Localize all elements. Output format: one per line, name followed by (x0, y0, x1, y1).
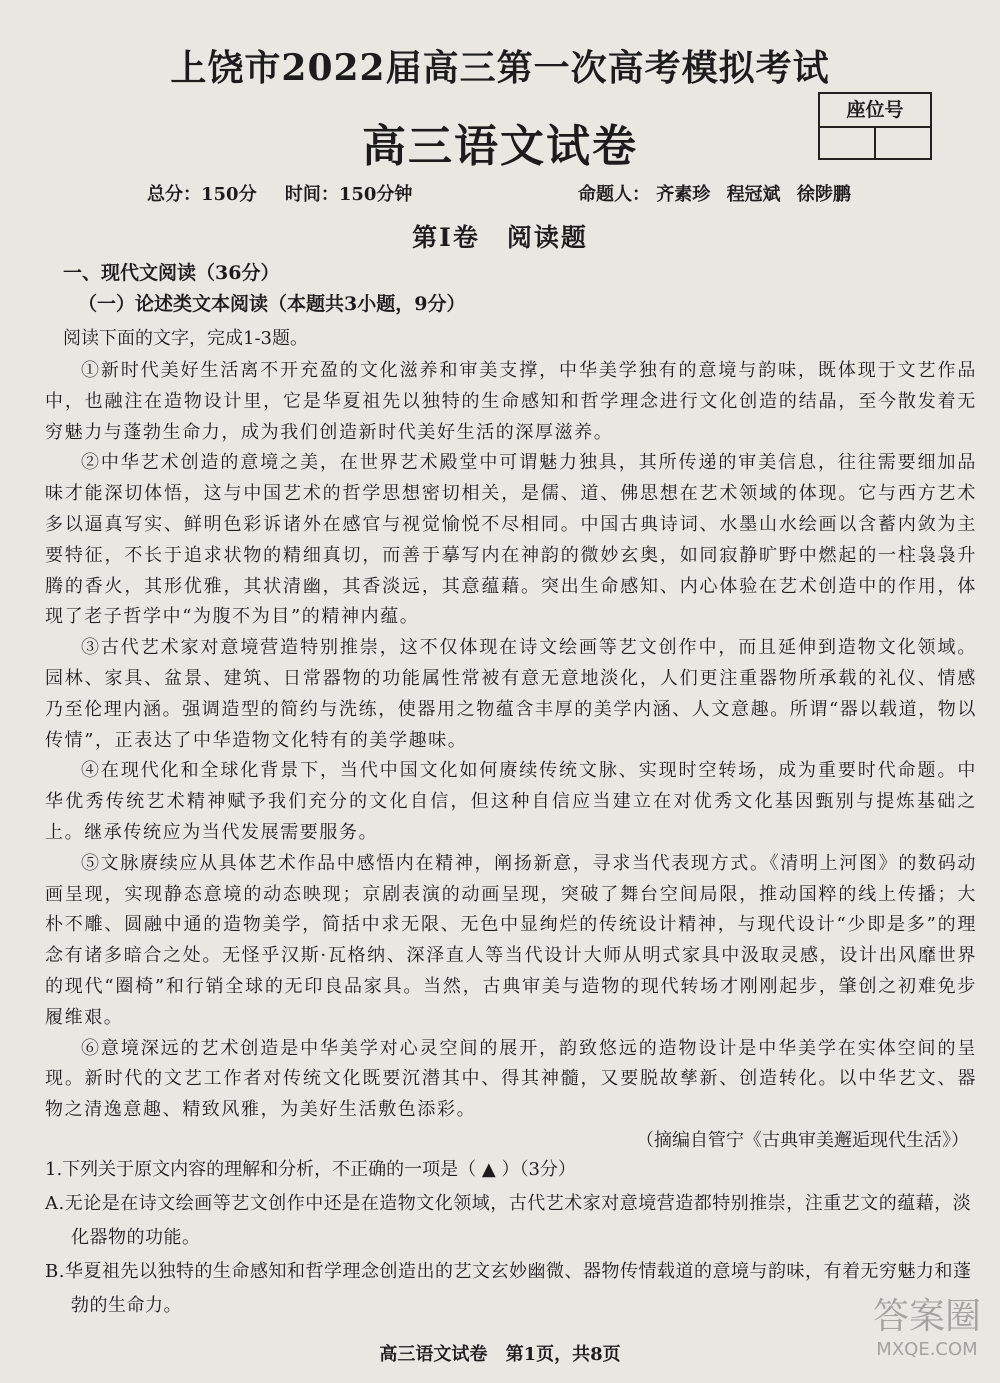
setter-name: 齐素珍 (656, 184, 711, 205)
reading-passage (45, 356, 977, 1157)
setters-label: 命题人： (578, 184, 650, 205)
passage-paragraph: ⑤文脉赓续应从具体艺术作品中感悟内在精神，阐扬新意，寻求当代表现方式。《清明上河图》的数码动画呈现，实现静态意境的动态映现；京剧表演的动画呈现，突破了舞台空间局限，推动国粹的线上传播；大朴不雕、圆融中通的造物美学，简括中求无限、无色中显绚烂的传统设计精神，与现代设计“少即是多”的理念有诸多暗合之处。无怪乎汉斯·瓦格纳、深泽直人等当代设计大师从明式家具中汲取灵感，设计出风靡世界的现代“圈椅”和行销全球的无印良品家具。当然，古典审美与造物的现代转场才刚刚起步，肇创之初难免步履维艰。 (45, 852, 977, 1028)
paper-title: 高三语文试卷 (362, 121, 638, 172)
option-b: B.华夏祖先以独特的生命感知和哲学理念创造出的艺文玄妙幽微、器物传情载道的意境与韵味，有着无穷魅力和蓬勃的生命力。 (45, 1261, 972, 1316)
exam-meta (147, 180, 434, 206)
page-footer (0, 1340, 1000, 1366)
passage-paragraph: ③古代艺术家对意境营造特别推崇，这不仅体现在诗文绘画等艺文创作中，而且延伸到造物文化领域。园林、家具、盆景、建筑、日常器物的功能属性常被有意无意地淡化，人们更注重器物所承载的礼仪、情感乃至伦理内涵。强调造型的简约与洗练，使器用之物蕴含丰厚的美学内涵、人文意趣。所谓“器以载道，物以传情”，正表达了中华造物文化特有的美学趣味。 (45, 637, 977, 751)
question-stem: 1.下列关于原文内容的理解和分析，不正确的一项是（ ▲ ）（3分） (45, 1159, 576, 1180)
passage-paragraph: ④在现代化和全球化背景下，当代中国文化如何赓续传统文脉、实现时空转场，成为重要时代命题。中华优秀传统艺术精神赋予我们充分的文化自信，但这种自信应当建立在对优秀文化基因甄别与提炼基础之上。继承传统应为当代发展需要服务。 (45, 760, 977, 843)
setter-name: 程冠斌 (726, 184, 781, 205)
passage-paragraph: ⑥意境深远的艺术创造是中华美学对心灵空间的展开，韵致悠远的造物设计是中华美学在实体空间的呈现。新时代的文艺工作者对传统文化既要沉潜其中、得其神髓，又要脱故孳新、创造转化。以中华艺文、器物之清逸意趣、精致风雅，为美好生活敷色添彩。 (45, 1037, 977, 1121)
passage-source: （摘编自管宁《古典审美邂逅现代生活》） (636, 1129, 969, 1151)
watermark-site: MXQE.COM (876, 1339, 978, 1360)
setters (578, 180, 861, 206)
exam-title: 上饶市2022届高三第一次高考模拟考试 (170, 47, 830, 89)
reading-instruction: 阅读下面的文字，完成1-3题。 (63, 328, 308, 349)
total-score: 总分：150分 (147, 184, 257, 205)
page-number: 第1页，共8页 (505, 1344, 621, 1365)
passage-paragraph: ②中华艺术创造的意境之美，在世界艺术殿堂中可谓魅力独具，其所传递的审美信息，往往需要细加品味才能深切体悟，这与中国艺术的哲学思想密切相关，是儒、道、佛思想在艺术领域的体现。它与西方艺术多以逼真写实、鲜明色彩诉诸外在感官与视觉愉悦不尽相同。中国古典诗词、水墨山水绘画以含蓄内敛为主要特征，不长于追求状物的精细真切，而善于摹写内在神韵的微妙玄奥，如同寂静旷野中燃起的一柱袅袅升腾的香火，其形优雅，其状清幽，其香淡远，其意蕴藉。突出生命感知、内心体验在艺术创造中的作用，体现了老子哲学中“为腹不为目”的精神内蕴。 (45, 452, 977, 628)
setter-name: 徐陟鹏 (796, 184, 851, 205)
subsection-title: （一）论述类文本阅读（本题共3小题，9分） (78, 293, 466, 315)
seat-number-label: 座位号 (820, 94, 930, 128)
footer-paper-title: 高三语文试卷 (379, 1344, 488, 1365)
exam-duration: 时间：150分钟 (284, 184, 413, 205)
watermark-logo (868, 1295, 986, 1375)
question-1 (45, 1153, 977, 1323)
option-a: A.无论是在诗文绘画等艺文创作中还是在造物文化领域，古代艺术家对意境营造都特别推崇，注重艺文的蕴藉，淡化器物的功能。 (45, 1193, 972, 1248)
watermark-mark: 答案圈 (872, 1296, 981, 1337)
section-title: 一、现代文阅读（36分） (63, 262, 280, 284)
passage-paragraph: ①新时代美好生活离不开充盈的文化滋养和审美支撑，中华美学独有的意境与韵味，既体现于文艺作品中，也融注在造物设计里，它是华夏祖先以独特的生命感知和哲学理念进行文化创造的结晶，至今散发着无穷魅力与蓬勃生命力，成为我们创造新时代美好生活的深厚滋养。 (45, 360, 977, 443)
part-title: 第Ⅰ卷 阅读题 (412, 223, 588, 252)
